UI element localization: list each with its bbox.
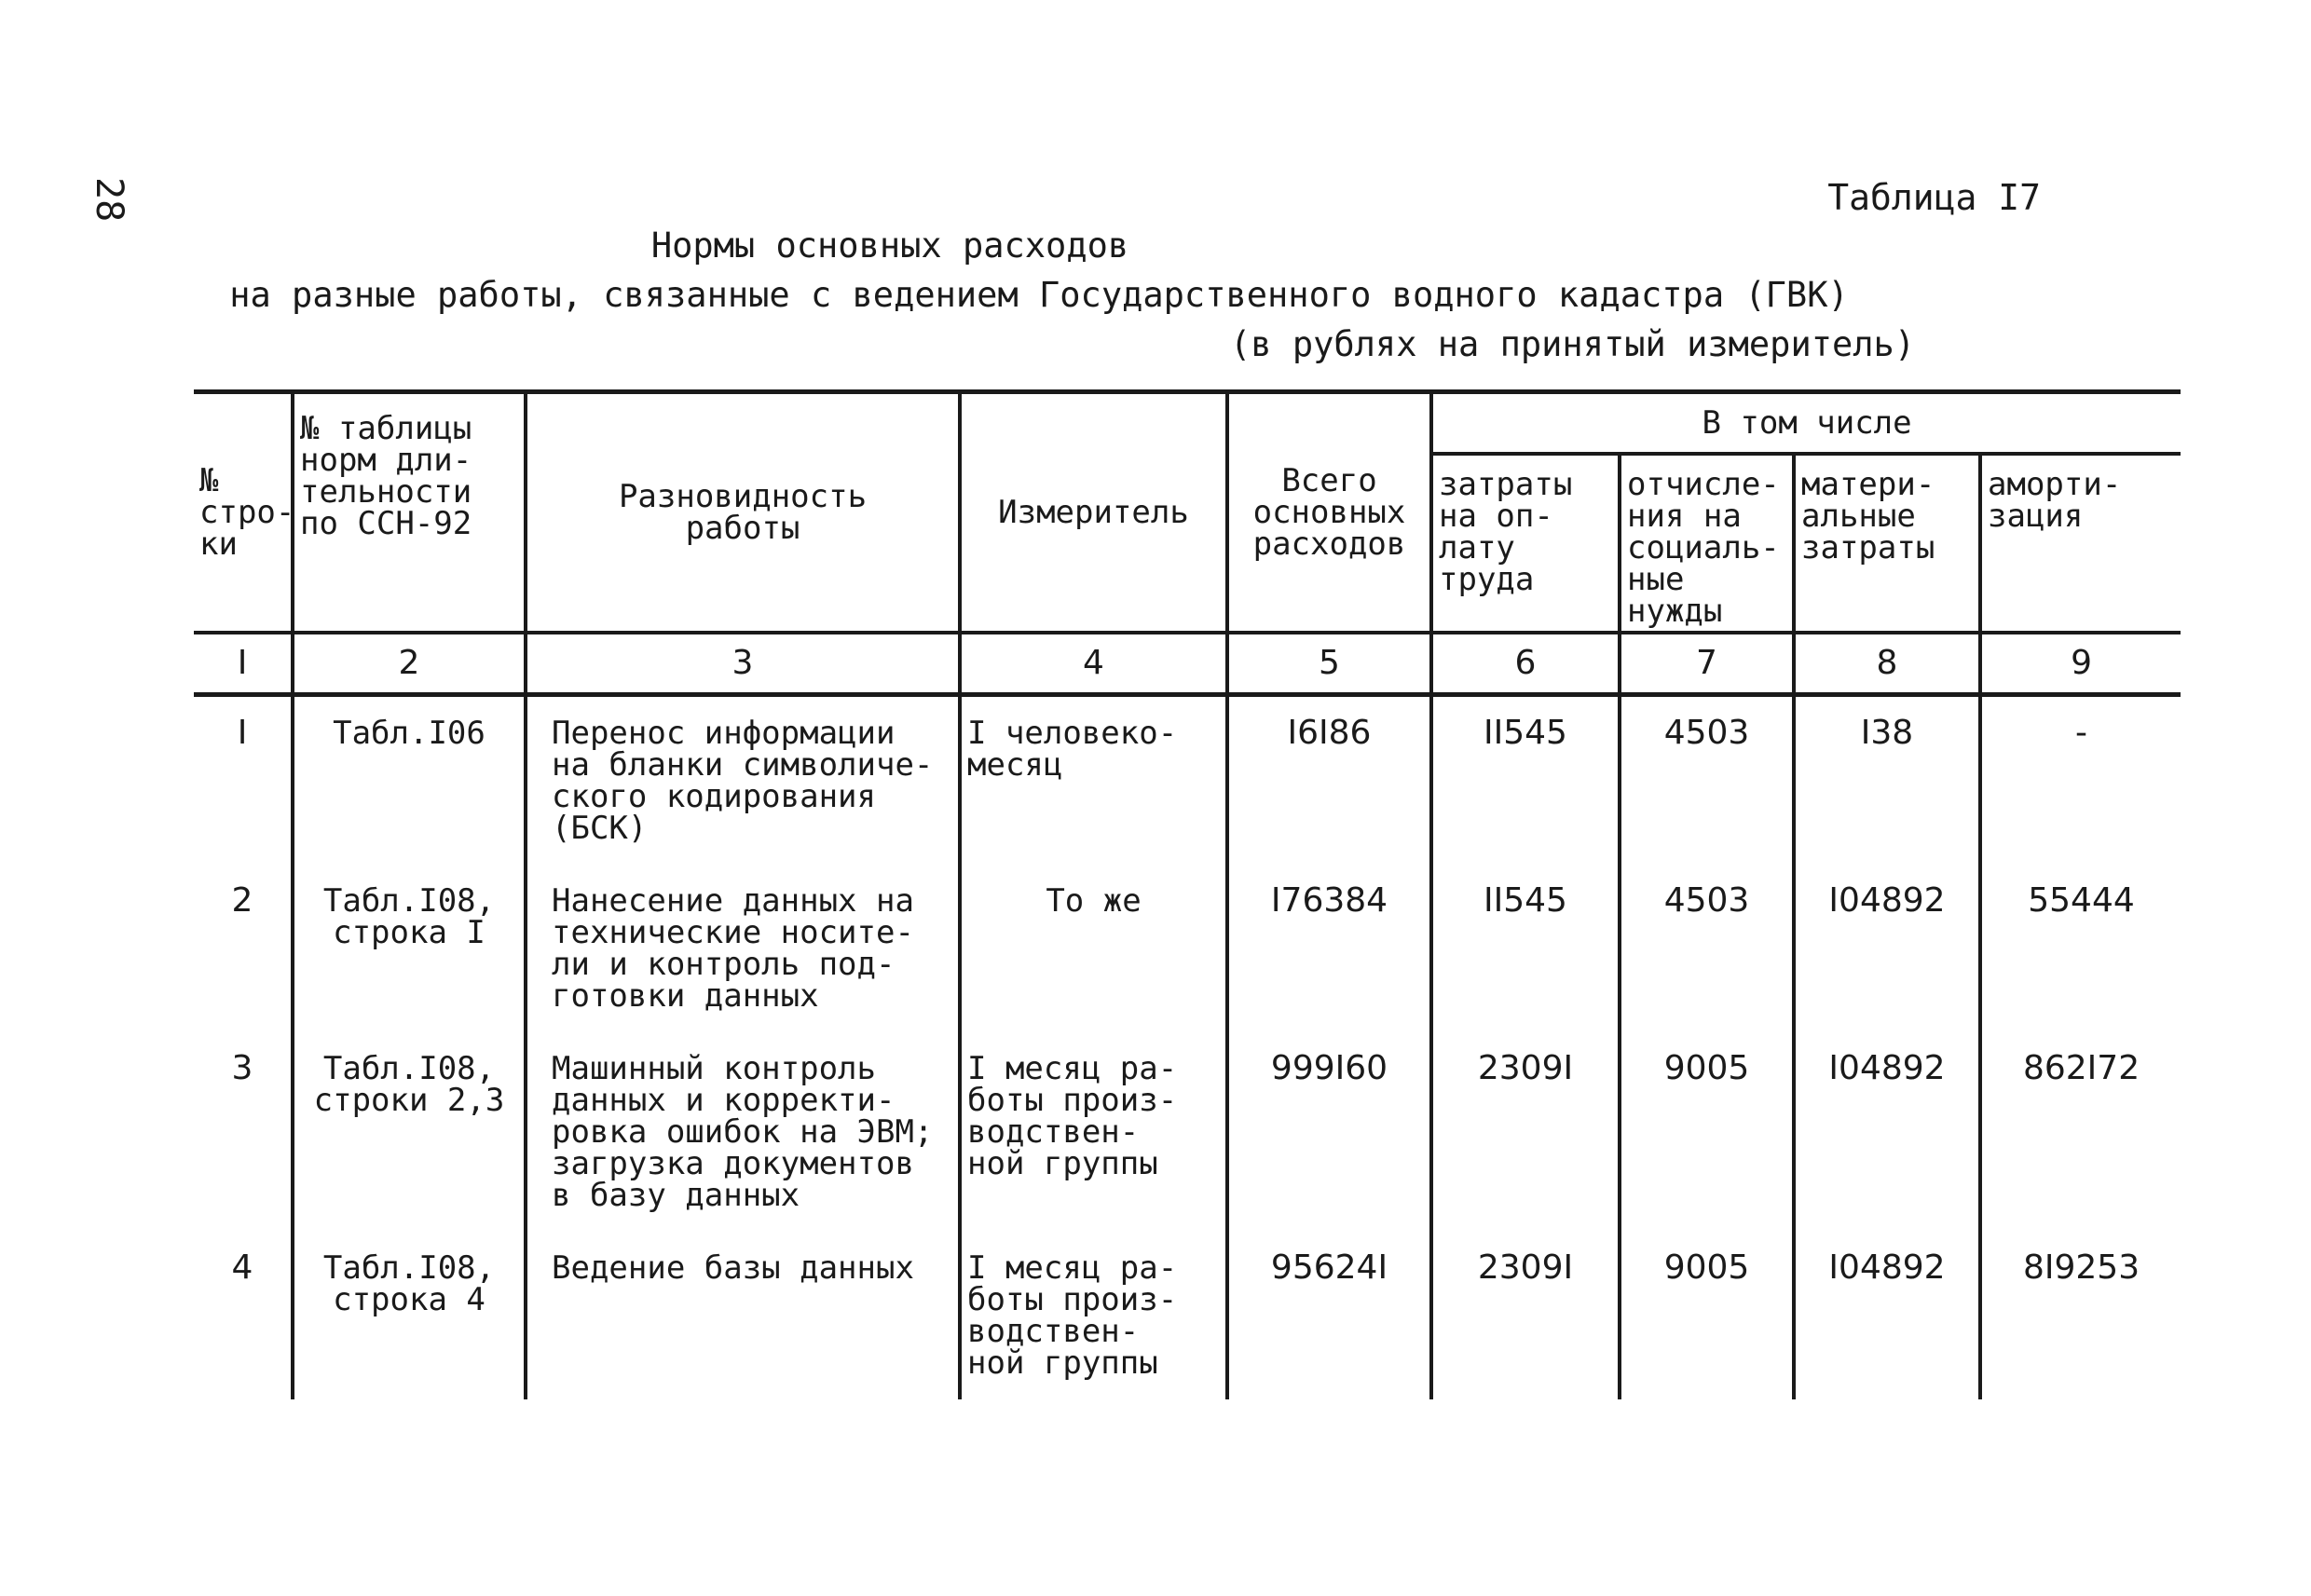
column-number: 9 xyxy=(1980,633,2181,695)
column-number: 3 xyxy=(526,633,960,695)
row-number: I xyxy=(194,695,293,866)
row-number: 3 xyxy=(194,1032,293,1232)
column-number: 7 xyxy=(1620,633,1794,695)
row-amortization: 862I72 xyxy=(1980,1032,2181,1232)
table-row xyxy=(194,865,2181,1032)
table-row xyxy=(194,695,2181,866)
table-row xyxy=(194,1032,2181,1232)
row-material: I04892 xyxy=(1794,865,1980,1032)
table-label: Таблица I7 xyxy=(1827,177,2041,218)
header-social-contributions: отчисле- ния на социаль- ные нужды xyxy=(1620,454,1794,633)
column-number-row xyxy=(194,633,2181,695)
row-social: 9005 xyxy=(1620,1032,1794,1232)
row-amortization: 55444 xyxy=(1980,865,2181,1032)
row-ref: Табл.I08, строка 4 xyxy=(293,1232,526,1399)
row-amortization: 8I9253 xyxy=(1980,1232,2181,1399)
row-material: I04892 xyxy=(1794,1032,1980,1232)
header-including-group: В том числе xyxy=(1431,392,2181,455)
title-line-2: на разные работы, связанные с ведением Государственного водного кадастра (ГВК) xyxy=(229,275,1849,315)
row-work: Нанесение данных на технические носите- ли и контроль под- готовки данных xyxy=(526,865,960,1032)
column-number: 4 xyxy=(960,633,1227,695)
row-number: 2 xyxy=(194,865,293,1032)
page-number: 28 xyxy=(88,177,130,223)
column-number: 6 xyxy=(1431,633,1620,695)
column-number: 5 xyxy=(1227,633,1431,695)
row-labor: II545 xyxy=(1431,695,1620,866)
header-duration-table: № таблицы норм дли- тельности по ССН-92 xyxy=(293,392,526,634)
column-number: 2 xyxy=(293,633,526,695)
row-work: Ведение базы данных xyxy=(526,1232,960,1399)
column-number: 8 xyxy=(1794,633,1980,695)
header-material-costs: матери- альные затраты xyxy=(1794,454,1980,633)
header-labor-costs: затраты на оп- лату труда xyxy=(1431,454,1620,633)
row-unit: I месяц ра- боты произ- водствен- ной группы xyxy=(960,1232,1227,1399)
row-total: I6I86 xyxy=(1227,695,1431,866)
row-total: I76384 xyxy=(1227,865,1431,1032)
row-total: 95624I xyxy=(1227,1232,1431,1399)
row-work: Перенос информации на бланки символиче- ского кодирования (БСК) xyxy=(526,695,960,866)
header-work-type: Разновидность работы xyxy=(526,392,960,634)
row-unit: I месяц ра- боты произ- водствен- ной группы xyxy=(960,1032,1227,1232)
column-number: I xyxy=(194,633,293,695)
row-social: 9005 xyxy=(1620,1232,1794,1399)
header-row-number: № стро- ки xyxy=(194,392,293,634)
header-unit: Измеритель xyxy=(960,392,1227,634)
row-labor: II545 xyxy=(1431,865,1620,1032)
row-material: I04892 xyxy=(1794,1232,1980,1399)
table-row xyxy=(194,1232,2181,1399)
row-labor: 2309I xyxy=(1431,1032,1620,1232)
row-ref: Табл.I08, строка I xyxy=(293,865,526,1032)
expense-norms-table xyxy=(194,389,2181,1399)
row-unit: То же xyxy=(960,865,1227,1032)
row-social: 4503 xyxy=(1620,695,1794,866)
row-number: 4 xyxy=(194,1232,293,1399)
row-ref: Табл.I08, строки 2,3 xyxy=(293,1032,526,1232)
row-labor: 2309I xyxy=(1431,1232,1620,1399)
row-unit: I человеко- месяц xyxy=(960,695,1227,866)
header-total-expenses: Всего основных расходов xyxy=(1227,392,1431,634)
header-amortization: аморти- зация xyxy=(1980,454,2181,633)
row-social: 4503 xyxy=(1620,865,1794,1032)
title-line-1: Нормы основных расходов xyxy=(650,225,1129,266)
row-ref: Табл.I06 xyxy=(293,695,526,866)
row-total: 999I60 xyxy=(1227,1032,1431,1232)
title-line-3: (в рублях на принятый измеритель) xyxy=(1230,324,1916,364)
row-material: I38 xyxy=(1794,695,1980,866)
row-work: Машинный контроль данных и корректи- ровка ошибок на ЭВМ; загрузка документов в базу данных xyxy=(526,1032,960,1232)
row-amortization: - xyxy=(1980,695,2181,866)
